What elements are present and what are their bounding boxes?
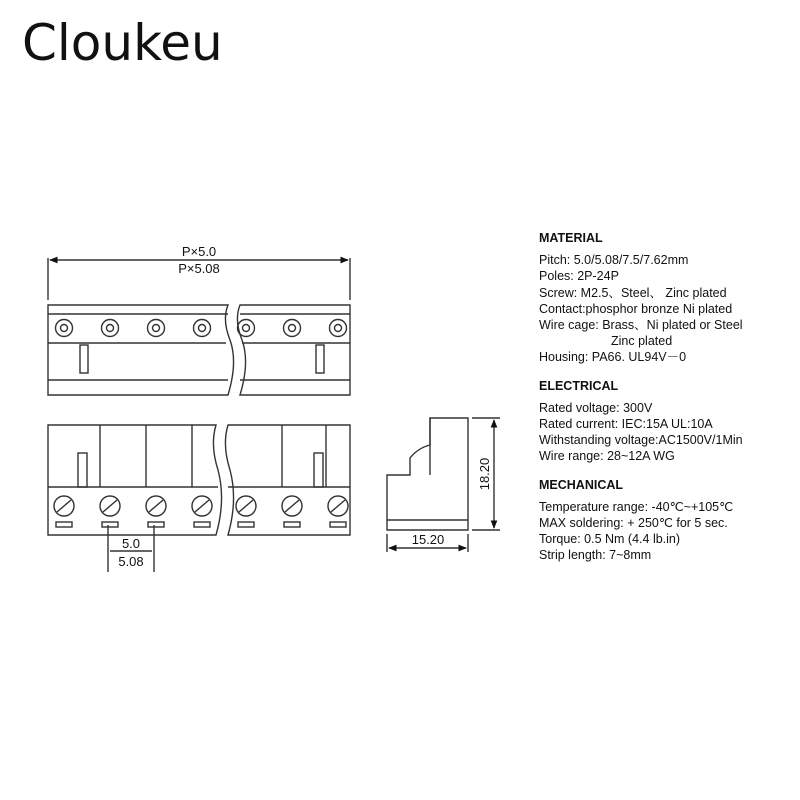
spec-line: Temperature range: -40℃~+105℃ xyxy=(539,499,734,514)
dim-pitch-2: 5.08 xyxy=(118,554,144,569)
dim-top-2: P×5.08 xyxy=(178,261,220,276)
mechanical-section xyxy=(539,477,794,564)
spec-panel xyxy=(539,230,794,576)
spec-line: Torque: 0.5 Nm (4.4 lb.in) xyxy=(539,532,681,547)
spec-line: Poles: 2P-24P xyxy=(539,269,619,284)
spec-line: Strip length: 7~8mm xyxy=(539,548,652,563)
dim-height: 18.20 xyxy=(477,457,492,491)
dim-top-1: P×5.0 xyxy=(181,244,217,259)
material-heading: MATERIAL xyxy=(539,231,603,245)
spec-line: Screw: M2.5、Steel、 Zinc plated xyxy=(539,285,727,300)
spec-line: Wire range: 28~12A WG xyxy=(539,449,675,464)
spec-line: Wire cage: Brass、Ni plated or Steel xyxy=(539,318,743,333)
spec-line: Pitch: 5.0/5.08/7.5/7.62mm xyxy=(539,253,689,268)
mechanical-heading: MECHANICAL xyxy=(539,477,624,492)
spec-line: Withstanding voltage:AC1500V/1Min xyxy=(539,433,743,448)
electrical-section xyxy=(539,378,794,465)
dim-pitch-1: 5.0 xyxy=(121,536,141,551)
electrical-heading: ELECTRICAL xyxy=(539,378,619,393)
spec-line: Rated current: IEC:15A UL:10A xyxy=(539,417,713,432)
spec-line: Housing: PA66. UL94V－0 xyxy=(539,350,687,365)
spec-line: Zinc plated xyxy=(611,334,673,349)
spec-line: Rated voltage: 300V xyxy=(539,400,653,415)
material-section xyxy=(539,230,794,366)
spec-line: MAX soldering: + 250℃ for 5 sec. xyxy=(539,516,728,531)
dim-width: 15.20 xyxy=(411,532,445,547)
brand-logo: Cloukeu xyxy=(22,14,223,72)
spec-line: Contact:phosphor bronze Ni plated xyxy=(539,301,733,316)
